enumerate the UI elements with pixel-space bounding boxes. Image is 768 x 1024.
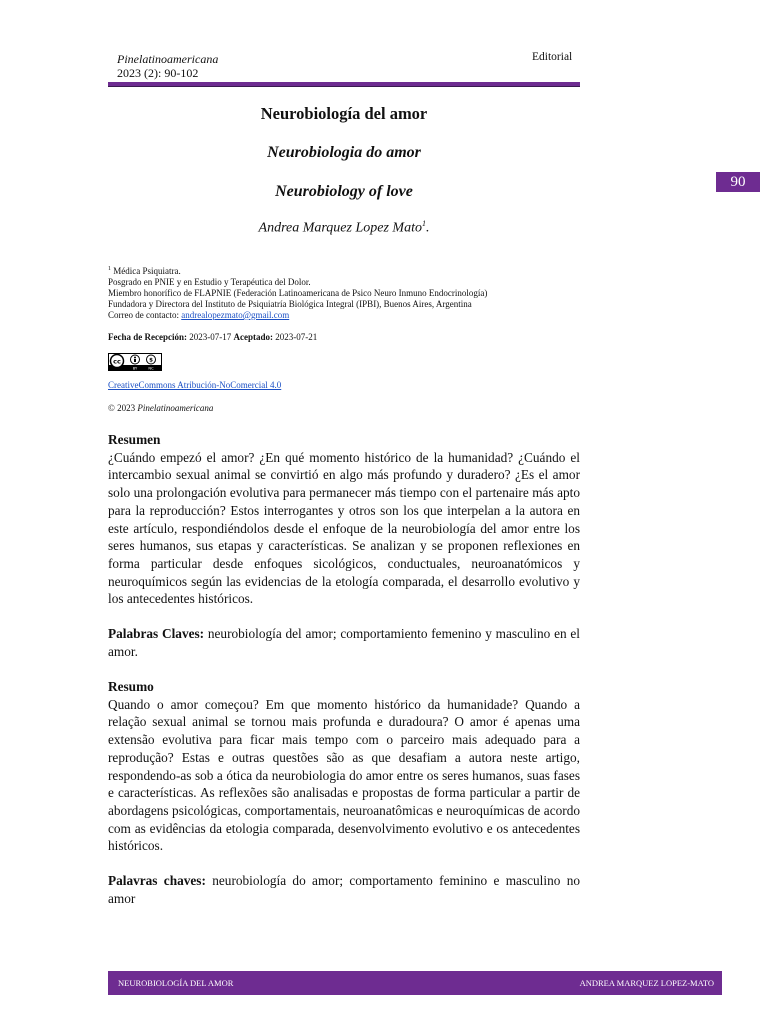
- volume-info: 2023 (2): 90-102: [117, 66, 199, 80]
- license-link[interactable]: CreativeCommons Atribución-NoComercial 4.0: [108, 380, 282, 390]
- dates-line: [108, 332, 317, 343]
- section-label: Editorial: [532, 51, 573, 63]
- palabras-claves-label: Palabras Claves:: [108, 626, 205, 641]
- copyright-line: [108, 403, 213, 414]
- palavras-chaves-text: neurobiología do amor; comportamento feminino e masculino no amor: [108, 873, 580, 906]
- received-label: Fecha de Recepción:: [108, 332, 187, 342]
- journal-name: Pinelatinoamericana: [117, 52, 219, 66]
- author-footnote-mark: 1: [421, 219, 426, 228]
- accepted-date: 2023-07-21: [272, 332, 318, 342]
- copyright-prefix: © 2023: [108, 403, 138, 413]
- author-line: [108, 219, 580, 237]
- affiliation-mark: 1: [108, 266, 111, 272]
- palabras-claves: [108, 625, 580, 660]
- cc-license-icon[interactable]: [108, 353, 162, 371]
- author-suffix: .: [425, 220, 430, 236]
- footer-right: ANDREA MARQUEZ LOPEZ-MATO: [579, 978, 714, 988]
- cc-badge-label: cc: [113, 357, 121, 366]
- palabras-claves-text: neurobiología del amor; comportamiento femenino y masculino en el amor.: [108, 626, 580, 659]
- palavras-chaves: [108, 872, 580, 907]
- affiliation-line-2: Posgrado en PNIE y en Estudio y Terapéutica del Dolor.: [108, 277, 311, 287]
- resumen-text: ¿Cuándo empezó el amor? ¿En qué momento histórico de la humanidad? ¿Cuándo el intercambio sexual animal se convirtió en algo más profundo y duradero? ¿Es el amor solo una prolongación evolutiva para permanecer más tiempo con el partenaire más apto para la reproducción? Estos interrogantes y otros son los que interpelan a la autora en este artículo, respondiéndolos desde el enfoque de la neurobiología del amor entre los seres humanos, sus etapas y características. Se analizan y se proponen reflexiones en forma particular desde enfoques sicológicos, conductuales, neuroanatómicos y neuroquímicos según las evidencias de la etología comparada, el desarrollo evolutivo y los antecedentes históricos.: [108, 449, 580, 607]
- title-spanish: Neurobiología del amor: [260, 104, 428, 123]
- license-line: [108, 380, 281, 391]
- accepted-label: Aceptado:: [233, 332, 273, 342]
- palavras-chaves-label: Palavras chaves:: [108, 873, 206, 888]
- nc-badge-label: NC: [148, 366, 154, 371]
- svg-text:$: $: [149, 357, 153, 364]
- footer-left: NEUROBIOLOGÍA DEL AMOR: [118, 978, 234, 988]
- page-number-badge: 90: [716, 172, 760, 192]
- affiliation-block: [108, 264, 487, 321]
- received-date: 2023-07-17: [186, 332, 234, 342]
- affiliation-line-3: Miembro honorífico de FLAPNIE (Federación Latinoamericana de Psico Neuro Inmuno Endocrinología): [108, 288, 488, 298]
- copyright-journal: Pinelatinoamericana: [137, 403, 214, 413]
- resumo-text: Quando o amor começou? Em que momento histórico da humanidade? Quando a relação sexual animal se tornou mais profunda e duradoura? O amor é apenas uma extensão evolutiva para ficar mais tempo com o parceiro mais adequado para a reprodução? Estas e outras questões são as que desafiam a autora neste artigo, respondendo-as sob a ótica da neurobiologia do amor entre os seres humanos, suas fases e características. As reflexões são analisadas e propostas de forma particular a partir de abordagens psicológicas, comportamentais, neuroanatômicas e neuroquímicas de acordo com as evidências da etologia comparada, desenvolvimento evolutivo e os antecedentes históricos.: [108, 696, 580, 854]
- title-portuguese: Neurobiologia do amor: [267, 144, 421, 161]
- contact-email-link[interactable]: andrealopezmato@gmail.com: [181, 310, 290, 320]
- resumen-heading: Resumen: [108, 432, 161, 447]
- affiliation-line-4: Fundadora y Directora del Instituto de Psiquiatría Biológica Integral (IPBI), Buenos Aires, Argentina: [108, 299, 472, 309]
- title-english: Neurobiology of love: [275, 183, 413, 200]
- contact-label: Correo de contacto:: [108, 310, 182, 320]
- affiliation-line-1: Médica Psiquiatra.: [111, 266, 181, 276]
- resumo-section: [108, 678, 580, 855]
- by-badge-label: BY: [132, 366, 138, 371]
- resumen-section: [108, 431, 580, 608]
- footer-bar: [108, 971, 722, 995]
- author-name: Andrea Marquez Lopez Mato: [258, 220, 422, 236]
- header-rule-thin: [108, 86, 580, 87]
- resumo-heading: Resumo: [108, 679, 154, 694]
